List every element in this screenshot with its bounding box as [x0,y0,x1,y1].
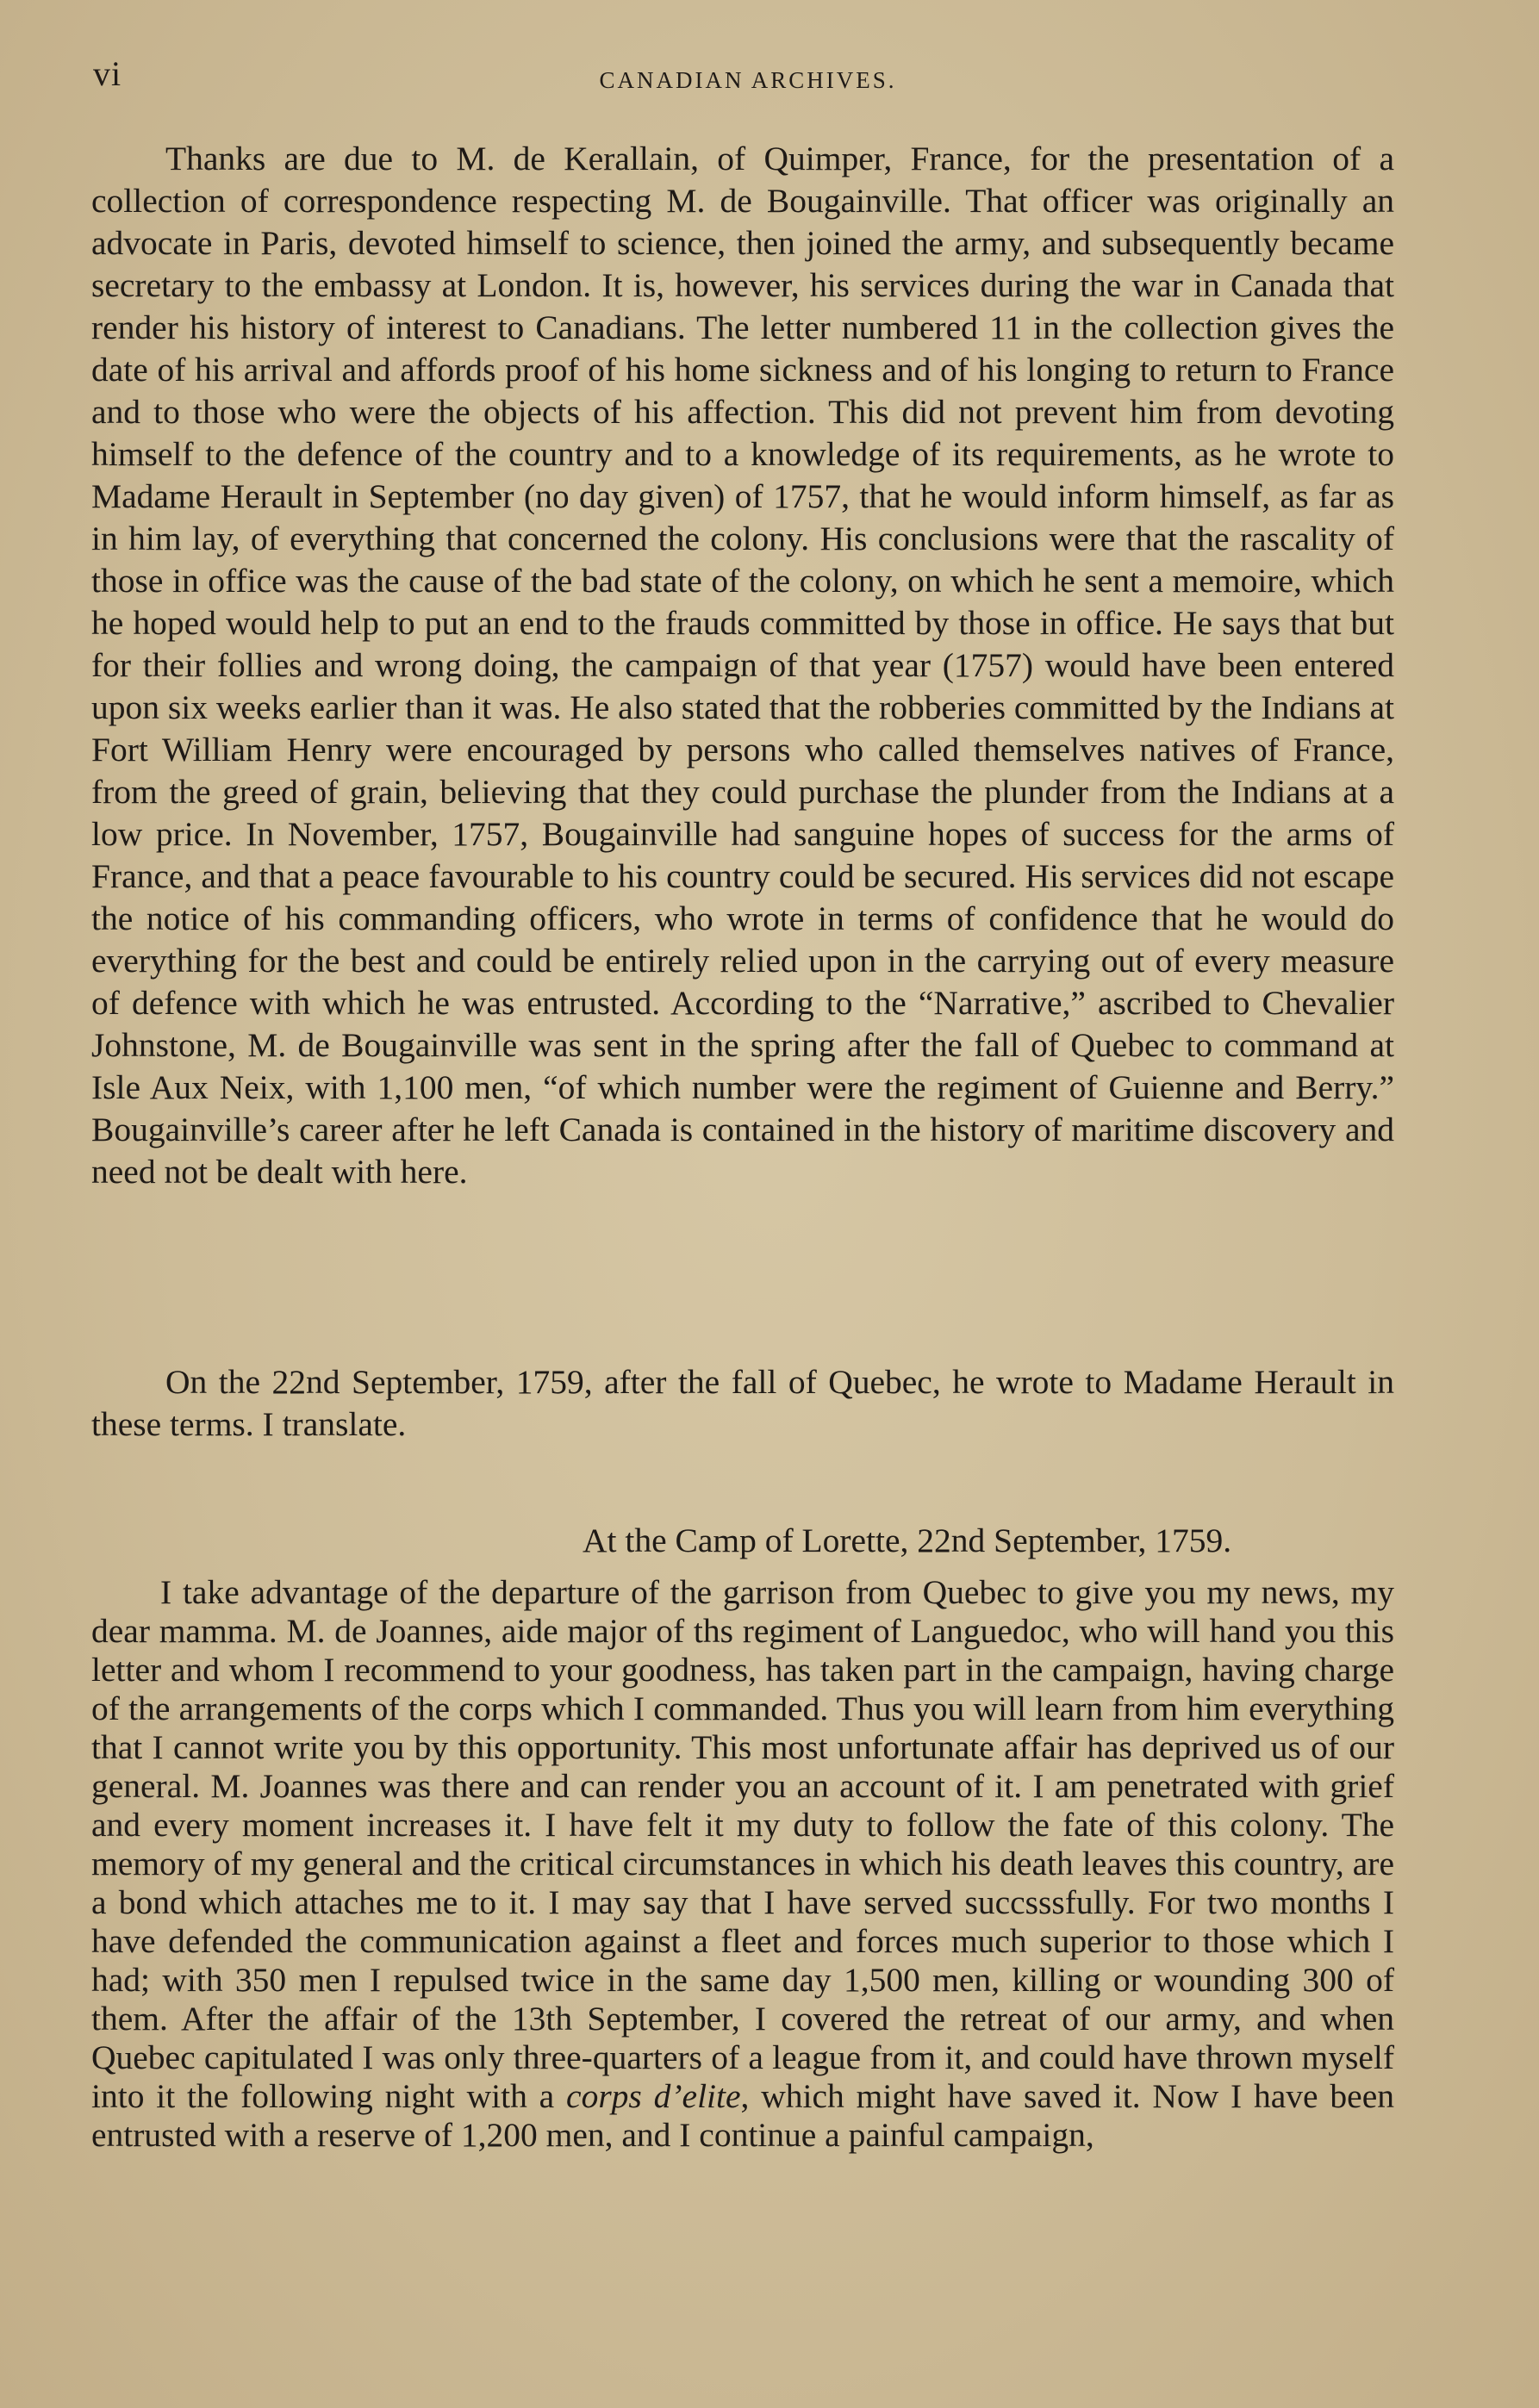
italic-phrase: corps d’elite [566,2077,741,2115]
letter-paragraph [91,1573,1394,2155]
paragraph: On the 22nd September, 1759, after the fall of Quebec, he wrote to Madame Herault in these terms. I translate. [91,1363,1394,1443]
page-number: vi [93,54,122,93]
running-head: CANADIAN ARCHIVES. [599,67,897,93]
translated-letter [91,1573,1394,2155]
letter-text-part-2: , which might have saved it. Now I have been entrusted with a reserve of 1,200 men, and I continue a painful campaign, [91,2077,1394,2154]
bougainville-introduction [91,138,1394,1193]
paragraph: Thanks are due to M. de Kerallain, of Quimper, France, for the presentation of a collection of correspondence respecting M. de Bougainville. That officer was originally an advocate in Paris, devoted himself to science, then joined the army, and subsequently became secretary to the embassy at London. It is, however, his services during the war in Canada that render his history of interest to Canadians. The letter numbered 11 in the collection gives the date of his arrival and affords proof of his home sickness and of his longing to return to France and to those who were the objects of his affection. This did not prevent him from devoting himself to the defence of the country and to a knowledge of its requirements, as he wrote to Madame Herault in September (no day given) of 1757, that he would inform himself, as far as in him lay, of everything that concerned the colony. His conclusions were that the rascality of those in office was the cause of the bad state of the colony, on which he sent a memoire, which he hoped would help to put an end to the frauds committed by those in office. He says that but for their follies and wrong doing, the campaign of that year (1757) would have been entered upon six weeks earlier than it was. He also stated that the robberies committed by the Indians at Fort William Henry were encouraged by persons who called themselves natives of France, from the greed of grain, believing that they could purchase the plunder from the Indians at a low price. In November, 1757, Bougainville had sanguine hopes of success for the arms of France, and that a peace favourable to his country could be secured. His services did not escape the notice of his commanding officers, who wrote in terms of confidence that he would do everything for the best and could be entirely relied upon in the carrying out of every measure of defence with which he was entrusted. According to the “Narrative,” ascribed to Chevalier Johnstone, M. de Bougainville was sent in the spring after the fall of Quebec to command at Isle Aux Neix, with 1,100 men, “of which number were the regiment of Guienne and Berry.” Bougainville’s career after he left Canada is contained in the history of maritime discovery and need not be dealt with here. [91,140,1394,1191]
page-header [93,53,1403,96]
letter-introduction [91,1361,1394,1446]
letter-dateline: At the Camp of Lorette, 22nd September, 1759. [583,1521,1232,1559]
letter-text-part-1: I take advantage of the departure of the garrison from Quebec to give you my news, my dear mamma. M. de Joannes, aide major of ths regiment of Languedoc, who will hand you this letter and whom I recommend to your goodness, has taken part in the campaign, having charge of the arrangements of the corps which I commanded. Thus you will learn from him everything that I cannot write you by this opportunity. This most unfortunate affair has deprived us of our general. M. Joannes was there and can render you an account of it. I am penetrated with grief and every moment increases it. I have felt it my duty to follow the fate of this colony. The memory of my general and the critical circumstances in which his death leaves this country, are a bond which attaches me to it. I may say that I have served succsssfully. For two months I have defended the communication against a fleet and forces much superior to those which I had; with 350 men I repulsed twice in the same day 1,500 men, killing or wounding 300 of them. After the affair of the 13th September, I covered the retreat of our army, and when Quebec capitulated I was only three-quarters of a league from it, and could have thrown myself into it the following night with a [91,1573,1394,2115]
